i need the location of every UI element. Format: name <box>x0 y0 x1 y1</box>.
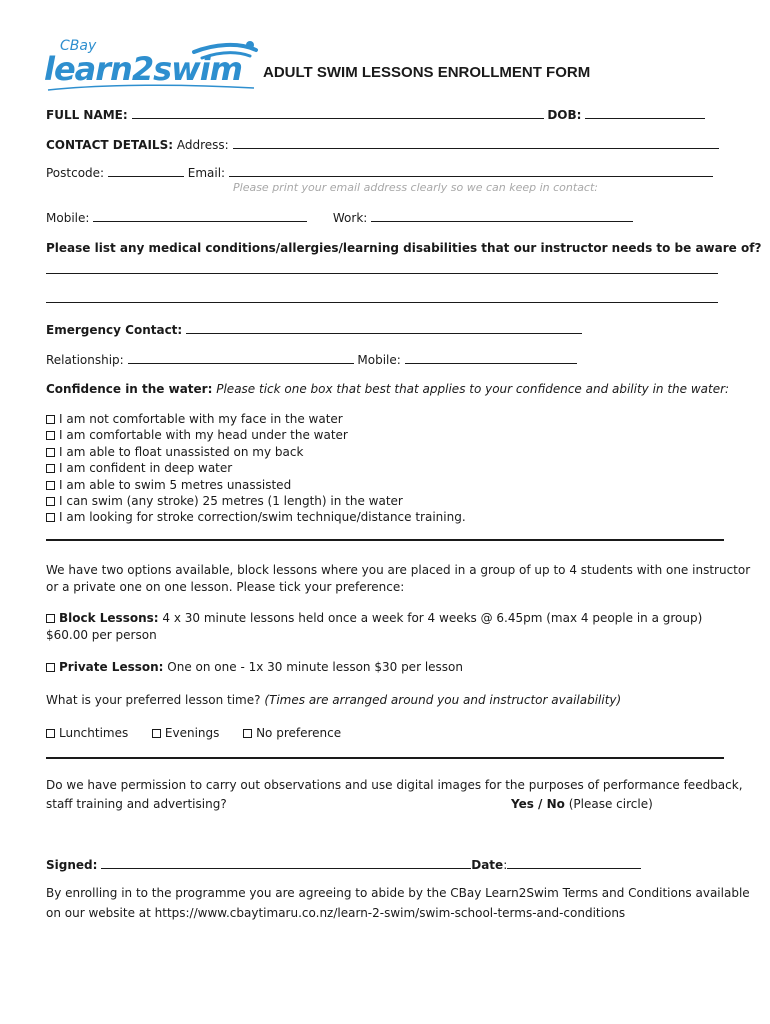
private-lesson-label: Private Lesson: <box>59 660 164 674</box>
checkbox[interactable] <box>152 729 161 738</box>
private-lesson-option[interactable] <box>46 659 463 675</box>
email-label: Email: <box>187 166 226 180</box>
section-divider <box>46 757 724 759</box>
checkbox[interactable] <box>46 729 55 738</box>
terms-line-2: on our website at https://www.cbaytimaru.co.nz/learn-2-swim/swim-school-terms-and-conditions <box>46 906 626 920</box>
list-item[interactable]: I am comfortable with my head under the water <box>46 427 466 443</box>
dob-label: DOB: <box>547 108 582 122</box>
full-name-field[interactable] <box>132 107 544 119</box>
list-item[interactable]: I am confident in deep water <box>46 460 466 476</box>
medical-line-1[interactable] <box>46 273 718 274</box>
confidence-heading: Confidence in the water: <box>46 382 213 396</box>
confidence-heading-row <box>46 381 729 397</box>
email-field[interactable] <box>229 165 713 177</box>
medical-line-2[interactable] <box>46 302 718 303</box>
signature-field[interactable] <box>101 857 471 869</box>
contact-label: CONTACT DETAILS: <box>46 138 174 152</box>
checkbox[interactable] <box>46 431 55 440</box>
emergency-mobile-field[interactable] <box>405 352 577 364</box>
contact-row <box>46 137 719 153</box>
list-item[interactable]: I can swim (any stroke) 25 metres (1 length) in the water <box>46 493 466 509</box>
postcode-label: Postcode: <box>46 166 105 180</box>
list-item[interactable]: I am able to float unassisted on my back <box>46 444 466 460</box>
checkbox[interactable] <box>243 729 252 738</box>
logo-main-text: learn2swim <box>44 50 243 88</box>
checkbox[interactable] <box>46 497 55 506</box>
work-label: Work: <box>332 211 368 225</box>
logo <box>44 38 260 94</box>
permission-line-1: Do we have permission to carry out observations and use digital images for the purposes of performance feedback, <box>46 778 743 792</box>
permission-answer[interactable]: Yes / No (Please circle) <box>511 797 653 811</box>
block-lessons-option[interactable] <box>46 610 702 644</box>
relationship-row <box>46 352 577 368</box>
emergency-contact-field[interactable] <box>186 322 582 334</box>
dob-field[interactable] <box>585 107 705 119</box>
block-lessons-checkbox[interactable] <box>46 614 55 623</box>
work-field[interactable] <box>371 210 633 222</box>
checkbox[interactable] <box>46 464 55 473</box>
evenings-option[interactable]: Evenings <box>152 726 219 740</box>
list-item[interactable]: I am able to swim 5 metres unassisted <box>46 477 466 493</box>
lesson-time-question: What is your preferred lesson time? (Times are arranged around you and instructor availability) <box>46 693 622 707</box>
lessons-intro: We have two options available, block lessons where you are placed in a group of up to 4 students with one instructor or a private one on one lesson. Please tick your preference: <box>46 563 751 594</box>
postcode-field[interactable] <box>108 165 184 177</box>
checkbox[interactable] <box>46 448 55 457</box>
medical-question: Please list any medical conditions/allergies/learning disabilities that our instructor needs to be aware of? <box>46 241 762 255</box>
confidence-options <box>46 411 466 526</box>
date-label: Date <box>471 858 504 872</box>
terms-line-1: By enrolling in to the programme you are agreeing to abide by the CBay Learn2Swim Terms and Conditions available <box>46 886 750 900</box>
address-field[interactable] <box>233 137 719 149</box>
private-lesson-desc: One on one - 1x 30 minute lesson $30 per lesson <box>167 660 463 674</box>
checkbox[interactable] <box>46 481 55 490</box>
mobile-row <box>46 210 633 226</box>
full-name-row <box>46 107 705 123</box>
signature-row: Signed: Date: <box>46 857 641 873</box>
emergency-contact-label: Emergency Contact: <box>46 323 183 337</box>
email-note: Please print your email address clearly so we can keep in contact: <box>233 181 599 194</box>
emergency-row <box>46 322 582 338</box>
lesson-time-options <box>46 725 341 741</box>
emergency-mobile-label: Mobile: <box>357 353 401 367</box>
postcode-row <box>46 165 713 181</box>
section-divider <box>46 539 724 541</box>
checkbox[interactable] <box>46 415 55 424</box>
relationship-label: Relationship: <box>46 353 124 367</box>
mobile-label: Mobile: <box>46 211 90 225</box>
full-name-label: FULL NAME: <box>46 108 128 122</box>
block-lessons-price: $60.00 per person <box>46 628 157 642</box>
checkbox[interactable] <box>46 513 55 522</box>
address-label: Address: <box>176 138 229 152</box>
form-title: ADULT SWIM LESSONS ENROLLMENT FORM <box>263 64 591 81</box>
lunchtimes-option[interactable]: Lunchtimes <box>46 726 128 740</box>
block-lessons-label: Block Lessons: <box>59 611 159 625</box>
relationship-field[interactable] <box>128 352 354 364</box>
mobile-field[interactable] <box>93 210 307 222</box>
block-lessons-desc: 4 x 30 minute lessons held once a week for 4 weeks @ 6.45pm (max 4 people in a group) <box>162 611 703 625</box>
confidence-instruction: Please tick one box that best that applies to your confidence and ability in the water: <box>216 382 730 396</box>
list-item[interactable]: I am not comfortable with my face in the water <box>46 411 466 427</box>
logo-small-text: CBay <box>60 38 97 54</box>
private-lesson-checkbox[interactable] <box>46 663 55 672</box>
lesson-time-note: (Times are arranged around you and instructor availability) <box>264 693 622 707</box>
date-field[interactable] <box>507 857 641 869</box>
signed-label: Signed: <box>46 858 98 872</box>
permission-line-2: staff training and advertising? <box>46 797 227 811</box>
list-item[interactable]: I am looking for stroke correction/swim technique/distance training. <box>46 509 466 525</box>
no-preference-option[interactable]: No preference <box>243 726 341 740</box>
